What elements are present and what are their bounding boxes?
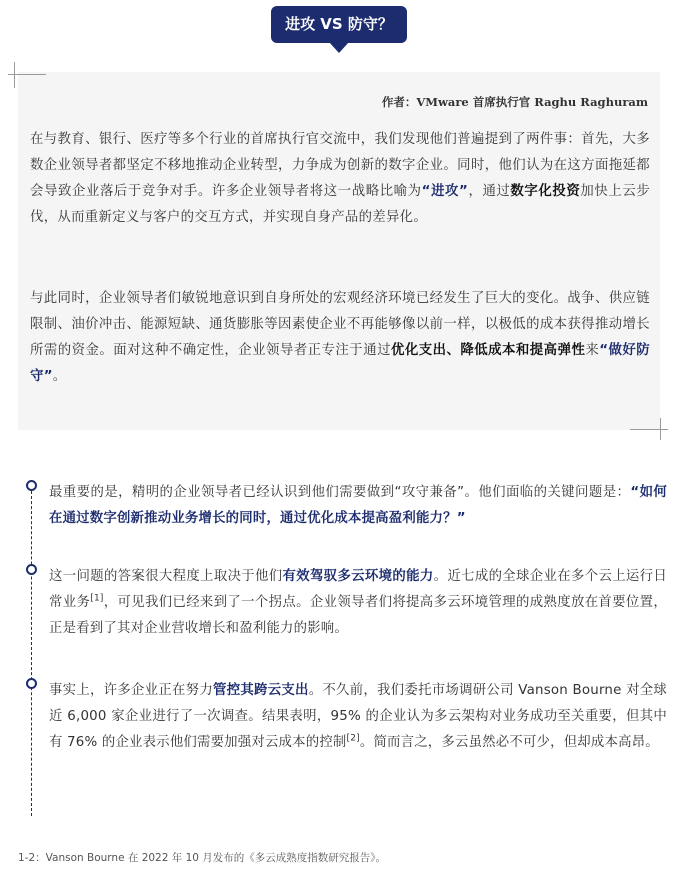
timeline-line (31, 486, 32, 816)
text: 。 (52, 369, 67, 384)
highlight-key-question: “如何在通过数字创新推动业务增长的同时，通过优化成本提高盈利能力？” (49, 485, 667, 526)
timeline-dot-3 (26, 678, 37, 689)
text: 这一问题的答案很大程度上取决于他们 (49, 569, 283, 584)
intro-box (18, 72, 660, 430)
text: 。近七成的全球企业在多个云上运行日常业务 (49, 569, 667, 610)
timeline-entry-3 (49, 678, 667, 756)
footnote-ref-1[interactable]: [1] (90, 593, 104, 604)
crop-mark-top-left-v (14, 62, 15, 88)
text: 。简而言之，多云虽然必不可少，但却成本高昂。 (359, 735, 659, 750)
crop-mark-bottom-right (630, 429, 668, 430)
text: 最重要的是，精明的企业领导者已经认识到他们需要做到“攻守兼备”。他们面临的关键问题是： (49, 485, 631, 500)
timeline-dot-1 (26, 480, 37, 491)
author-name: VMware 首席执行官 Raghu Raghuram (416, 95, 648, 109)
footnote-ref-2[interactable]: [2] (346, 733, 360, 744)
title-badge: 进攻 VS 防守？ (271, 6, 407, 43)
title-pointer (329, 42, 349, 53)
highlight-multicloud: 有效驾驭多云环境的能力 (282, 569, 434, 584)
section-title (0, 0, 678, 56)
text: 加快上云步伐，从而重新定义与客户的交互方式，并实现自身产品的差异化。 (30, 184, 651, 225)
intro-paragraph-1 (30, 127, 650, 231)
highlight-digital-investment: 数字化投资 (510, 184, 581, 199)
highlight-defense: “做好防守” (30, 343, 650, 384)
text: ，通过 (468, 184, 511, 199)
text: 来 (585, 343, 600, 358)
timeline-entry-1 (49, 480, 667, 532)
timeline-entry-2 (49, 564, 667, 642)
footnote: 1-2：Vanson Bourne 在 2022 年 10 月发布的《多云成熟度指数研究报告》。 (18, 852, 387, 864)
timeline (0, 470, 678, 830)
text: 事实上，许多企业正在努力 (49, 683, 214, 698)
author-line (382, 94, 648, 110)
text: 与此同时，企业领导者们敏锐地意识到自身所处的宏观经济环境已经发生了巨大的变化。战争、供应链限制、油价冲击、能源短缺、通货膨胀等因素使企业不再能够像以前一样，以极低的成本获得推动增长所需的资金。面对这种不确定性，企业领导者正专注于通过 (30, 291, 650, 358)
intro-paragraph-2 (30, 286, 650, 390)
highlight-offense: “进攻” (421, 184, 469, 199)
text: 。不久前，我们委托市场调研公司 Vanson Bourne 对全球近 6,000 家企业进行了一次调查。结果表明，95% 的企业认为多云架构对业务成功至关重要，但其中有 76% 的企业表示他们需要加强对云成本的控制 (49, 683, 668, 750)
text: 在与教育、银行、医疗等多个行业的首席执行官交流中，我们发现他们普遍提到了两件事：首先，大多数企业领导者都坚定不移地推动企业转型，力争成为创新的数字企业。同时，他们认为在这方面拖延都会导致企业落后于竞争对手。许多企业领导者将这一战略比喻为 (30, 132, 650, 199)
timeline-dot-2 (26, 564, 37, 575)
highlight-cloud-spend: 管控其跨云支出 (213, 683, 309, 698)
text: ，可见我们已经来到了一个拐点。企业领导者们将提高多云环境管理的成熟度放在首要位置，正是看到了其对企业营收增长和盈利能力的影响。 (49, 595, 667, 636)
highlight-optimize: 优化支出、降低成本和提高弹性 (390, 343, 586, 358)
crop-mark-bottom-right-v (660, 418, 661, 440)
author-prefix: 作者： (381, 95, 417, 109)
